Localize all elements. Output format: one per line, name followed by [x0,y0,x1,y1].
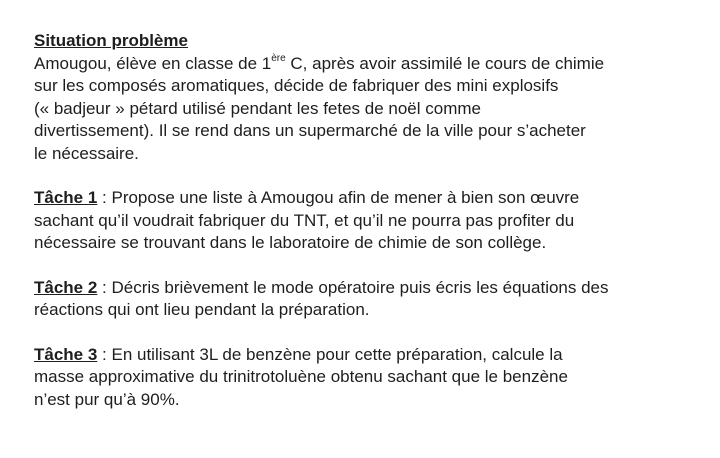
task-2 [34,277,704,322]
situation-line-1-end: C, après avoir assimilé le cours de chimie [285,53,605,73]
task-3-line-2: masse approximative du trinitrotoluène obtenu sachant que le benzène [34,367,568,386]
situation-line-1 [34,52,704,76]
task-2-line-1 [34,277,704,300]
situation-line-3: (« badjeur » pétard utilisé pendant les fetes de noël comme [34,98,481,118]
task-3-line-1 [34,344,704,367]
task-3-line-1-text: : En utilisant 3L de benzène pour cette préparation, calcule la [97,344,563,364]
task-1-line-2: sachant qu’il voudrait fabriquer du TNT, et qu’il ne pourra pas profiter du [34,210,575,230]
situation-line-2: sur les composés aromatiques, décide de fabriquer des mini explosifs [34,76,559,95]
situation-title: Situation problème [34,31,188,50]
superscript-ere: ère [271,52,286,64]
situation-paragraph [34,53,704,166]
situation-line-4: divertissement). Il se rend dans un supermarché de la ville pour s’acheter [34,121,586,140]
task-1 [34,187,704,255]
situation-line-1-start: Amougou, élève en classe de 1 [34,53,272,73]
task-1-line-3: nécessaire se trouvant dans le laboratoire de chimie de son collège. [34,233,547,252]
task-2-label: Tâche 2 [34,277,98,297]
task-2-line-2: réactions qui ont lieu pendant la préparation. [34,300,370,319]
situation-line-5: le nécessaire. [34,143,139,163]
situation-section [34,30,704,165]
task-2-line-1-text: : Décris brièvement le mode opératoire puis écris les équations des [97,277,609,297]
task-3-line-3: n’est pur qu’à 90%. [34,389,180,409]
task-1-label: Tâche 1 [34,188,98,207]
task-3-label: Tâche 3 [34,344,98,364]
task-1-line-1 [34,187,704,210]
document-page [34,30,704,411]
task-3 [34,344,704,412]
task-1-line-1-text: : Propose une liste à Amougou afin de mener à bien son œuvre [97,188,580,207]
